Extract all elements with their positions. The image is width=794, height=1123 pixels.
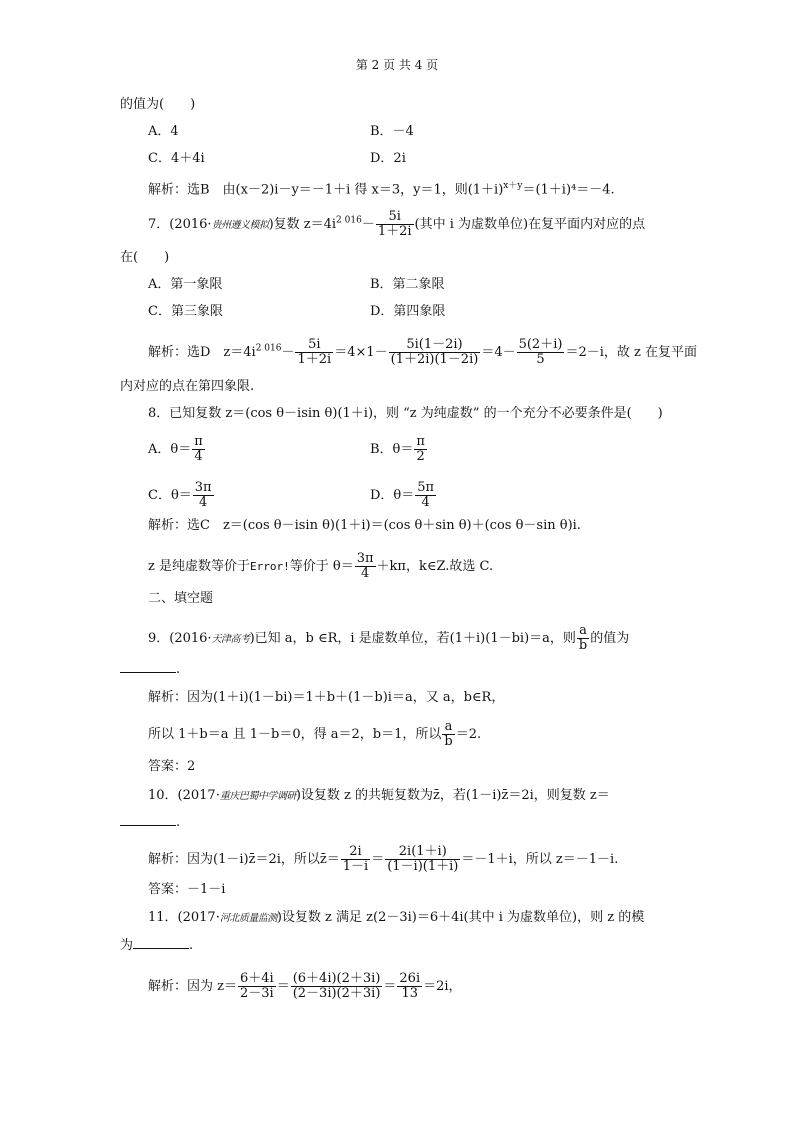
q9-fraction xyxy=(577,624,589,653)
q7-solution-fraction-2 xyxy=(389,338,481,367)
q7-option-d: D．第四象限 xyxy=(370,304,446,319)
q7-fraction-denominator: 1＋2i xyxy=(377,224,412,239)
q7-stem xyxy=(148,210,645,239)
q7-source: 贵州遵义模拟 xyxy=(211,220,269,231)
q7-stem-tail: (其中 i 为虚数单位)在复平面内对应的点 xyxy=(414,217,646,232)
q7-solution-b: － xyxy=(281,345,295,360)
q10-source: 重庆巴蜀中学调研 xyxy=(219,791,296,802)
q8-option-c-fraction xyxy=(193,481,214,510)
q9-answer-blank[interactable]: . xyxy=(120,660,180,680)
q10-prefix: 10．(2017· xyxy=(148,788,220,803)
q7-solution-exponent: 2 016 xyxy=(255,343,282,354)
q11-solution xyxy=(148,972,462,1001)
q9-fraction-numerator: a xyxy=(577,624,589,639)
q6-solution-text: 解析：选B 由(x－2)i－y＝－1＋i 得 x＝3，y＝1，则(1＋i) xyxy=(148,182,504,198)
q7-solution-line2: 内对应的点在第四象限. xyxy=(120,379,255,394)
q7-exponent: 2 016 xyxy=(336,215,362,226)
q8-option-b-fraction xyxy=(414,435,427,464)
q10-f2-numerator: 2i(1＋i) xyxy=(385,845,460,860)
q8-option-c xyxy=(148,481,215,510)
q9-stem xyxy=(148,624,629,653)
q10-f2-denominator: (1－i)(1＋i) xyxy=(387,859,459,874)
q7-f3-numerator: 5(2＋i) xyxy=(518,337,563,352)
q8-line2-denominator: 4 xyxy=(360,566,370,581)
q8-line2-error: Error! xyxy=(249,560,290,573)
q11-solution-fraction-3 xyxy=(397,972,422,1001)
q8-solution: 解析：选C z＝(cos θ－isin θ)(1＋i)＝(cos θ＋sin θ)＋(cos θ－sin θ)i. xyxy=(148,518,581,533)
q10-solution-fraction-2 xyxy=(385,845,460,874)
q7-fraction xyxy=(376,210,414,239)
q10-answer: 答案：－1－i xyxy=(148,882,226,897)
q7-f1-numerator: 5i xyxy=(295,338,333,353)
q11-f2-denominator: (2－3i)(2＋3i) xyxy=(292,986,381,1001)
q10-zbar-2: z̄ xyxy=(501,788,509,803)
q11-f1-numerator: 6＋4i xyxy=(239,971,274,986)
q11-line2-text: 为 xyxy=(120,938,134,953)
q9-line2-a: 所以 1＋b＝a 且 1－b＝0，得 a＝2，b＝1，所以 xyxy=(148,727,442,742)
q8-option-a-fraction xyxy=(192,435,205,464)
q7-solution-e: ＝2－i，故 z 在复平面 xyxy=(565,345,697,360)
q7-f1-denominator: 1＋2i xyxy=(297,352,332,367)
q7-stem-mid: )复数 z＝4i xyxy=(268,217,337,232)
q9-line2-b: ＝2. xyxy=(455,727,482,742)
q7-solution-c: ＝4×1－ xyxy=(334,345,388,360)
q6-option-a: A．4 xyxy=(148,124,179,139)
q9-stem-mid: )已知 a，b ∈R，i 是虚数单位，若(1＋i)(1－bi)＝a，则 xyxy=(249,631,576,646)
q11-eq-1: ＝ xyxy=(276,979,290,994)
q10-zbar: z̄ xyxy=(433,788,440,803)
q8-option-d-label: D．θ＝ xyxy=(370,488,415,503)
q10-stem-mid3: ＝2i，则复数 z＝ xyxy=(508,788,610,803)
q11-f1-denominator: 2－3i xyxy=(239,986,274,1001)
q8-a-denominator: 4 xyxy=(194,449,203,464)
q7-option-a: A．第一象限 xyxy=(148,277,223,292)
q10-solution-a: 解析：因为(1－i) xyxy=(148,852,249,867)
q8-a-numerator: π xyxy=(194,434,203,449)
q10-solution-c: ＝ xyxy=(326,852,340,867)
q6-option-b: B．－4 xyxy=(370,124,414,139)
q8-option-d xyxy=(370,481,437,510)
q6-option-c: C．4＋4i xyxy=(148,151,205,166)
q9-solution: 解析：因为(1＋i)(1－bi)＝1＋b＋(1－b)i＝a，又 a，b∈R， xyxy=(148,690,505,705)
q7-solution-fraction-3 xyxy=(517,338,565,367)
q8-option-a-label: A．θ＝ xyxy=(148,442,192,457)
q8-stem: 8．已知复数 z＝(cos θ－isin θ)(1＋i)，则 “z 为纯虚数” 的一个充分不必要条件是( ) xyxy=(148,406,663,421)
q7-f2-denominator: (1＋2i)(1－2i) xyxy=(390,352,479,367)
q11-source: 河北质量监测 xyxy=(219,913,277,924)
q6-stem-tail: 的值为( ) xyxy=(120,97,196,112)
q10-solution-fraction-1 xyxy=(341,845,370,874)
q10-answer-blank[interactable]: . xyxy=(120,813,180,833)
q11-solution-a: 解析：因为 z＝ xyxy=(148,979,237,994)
q11-solution-fraction-1 xyxy=(238,972,276,1001)
section-title-fill-in: 二、填空题 xyxy=(148,591,214,606)
q8-option-b-label: B．θ＝ xyxy=(370,442,414,457)
q9-line2-denominator: b xyxy=(444,734,453,749)
q7-prefix: 7．(2016· xyxy=(148,217,212,232)
q10-stem xyxy=(148,786,610,807)
q11-f3-numerator: 26i xyxy=(399,971,421,986)
q11-stem-mid: )设复数 z 满足 z(2－3i)＝6＋4i(其中 i 为虚数单位)，则 z 的模 xyxy=(276,910,645,925)
q7-option-b: B．第二象限 xyxy=(370,277,445,292)
q11-stem xyxy=(148,908,644,929)
q7-solution-a: 解析：选D z＝4i xyxy=(148,345,256,360)
q7-stem-line2: 在( ) xyxy=(120,250,170,265)
q9-line2-numerator: a xyxy=(442,720,454,735)
q8-option-a xyxy=(148,435,206,464)
q10-f1-denominator: 1－i xyxy=(342,859,369,874)
q8-line2-c: ＋kπ，k∈Z.故选 C. xyxy=(376,559,494,574)
q7-f3-denominator: 5 xyxy=(536,352,545,367)
q11-f2-numerator: (6＋4i)(2＋3i) xyxy=(292,971,381,986)
q8-b-numerator: π xyxy=(416,434,425,449)
q8-option-c-label: C．θ＝ xyxy=(148,488,192,503)
q8-option-b xyxy=(370,435,428,464)
q6-option-d: D．2i xyxy=(370,151,406,166)
q11-eq-2: ＝ xyxy=(383,979,397,994)
q7-solution xyxy=(148,338,697,367)
q9-stem-tail: 的值为 xyxy=(590,631,630,646)
q10-solution-b: ＝2i，所以 xyxy=(255,852,320,867)
q9-prefix: 9．(2016· xyxy=(148,631,212,646)
q10-solution xyxy=(148,845,618,874)
q8-line2-numerator: 3π xyxy=(356,551,374,566)
q10-f1-numerator: 2i xyxy=(341,845,370,860)
q9-source: 天津高考 xyxy=(211,634,250,645)
q11-prefix: 11．(2017· xyxy=(148,910,220,925)
q6-solution-tail: ＝(1＋i)⁴＝－4. xyxy=(522,182,615,198)
q8-c-denominator: 4 xyxy=(199,495,208,510)
q11-stem-line2: 为 . xyxy=(120,938,194,953)
q11-solution-b: ＝2i， xyxy=(423,979,462,994)
q11-f3-denominator: 13 xyxy=(401,986,419,1001)
q9-fraction-denominator: b xyxy=(578,638,588,653)
q8-option-d-fraction xyxy=(415,481,436,510)
q8-solution-line2 xyxy=(148,552,493,581)
q8-line2-b: 等价于 θ＝ xyxy=(289,559,354,574)
q8-b-denominator: 2 xyxy=(416,449,425,464)
q11-answer-blank[interactable] xyxy=(133,936,189,949)
q10-stem-mid2: ，若(1－i) xyxy=(439,788,502,803)
page-header: 第 2 页 共 4 页 xyxy=(355,58,439,72)
q8-line2-fraction xyxy=(355,552,376,581)
q8-c-numerator: 3π xyxy=(194,480,212,495)
q10-solution-d: ＝ xyxy=(371,852,385,867)
q9-answer: 答案：2 xyxy=(148,759,196,774)
q10-solution-zbar: z̄ xyxy=(248,852,256,867)
q6-solution xyxy=(148,176,615,200)
q7-fraction-numerator: 5i xyxy=(376,210,414,225)
q7-solution-fraction-1 xyxy=(295,338,333,367)
q6-solution-exponent: x＋y xyxy=(503,181,523,191)
q10-stem-mid: )设复数 z 的共轭复数为 xyxy=(295,788,434,803)
q8-line2-a: z 是纯虚数等价于 xyxy=(148,559,250,574)
q7-solution-d: ＝4－ xyxy=(481,345,516,360)
q7-f2-numerator: 5i(1－2i) xyxy=(389,338,481,353)
q10-solution-zbar-2: z̄ xyxy=(319,852,327,867)
q7-minus: － xyxy=(361,217,375,232)
q7-option-c: C．第三象限 xyxy=(148,304,223,319)
q8-d-denominator: 4 xyxy=(421,495,430,510)
q9-line2-fraction xyxy=(442,720,454,749)
q8-d-numerator: 5π xyxy=(417,480,435,495)
q11-solution-fraction-2 xyxy=(291,972,383,1001)
q9-solution-line2 xyxy=(148,720,481,749)
q10-solution-e: ＝－1＋i，所以 z＝－1－i. xyxy=(461,852,619,867)
